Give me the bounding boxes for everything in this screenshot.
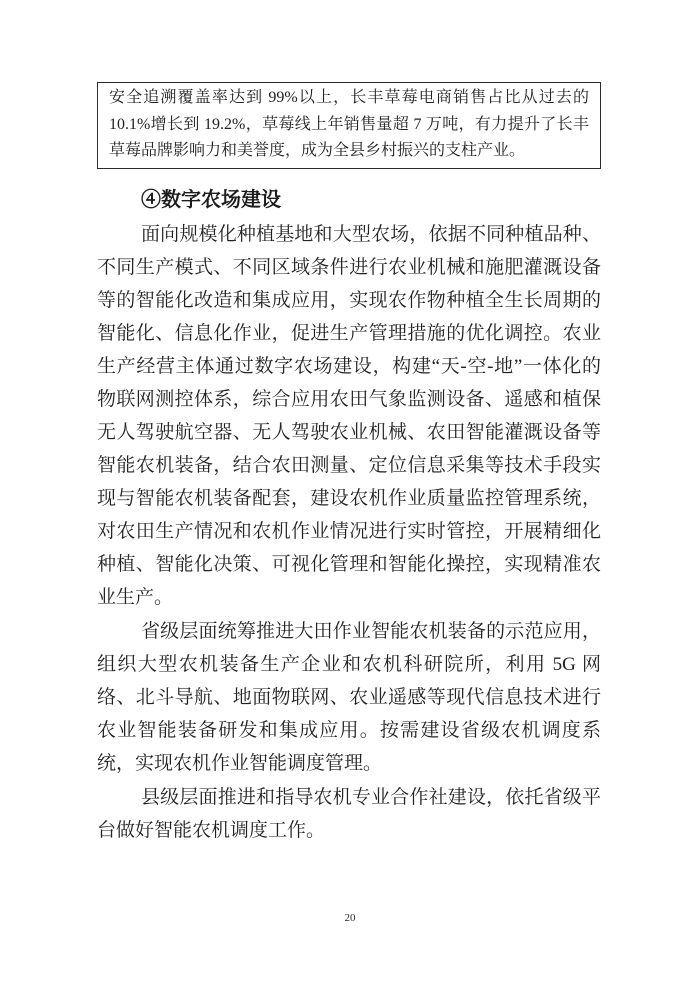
paragraph-digital-farm-overview: 面向规模化种植基地和大型农场，依据不同种植品种、不同生产模式、不同区域条件进行农业机械和施肥灌溉设备等的智能化改造和集成应用，实现农作物种植全生长周期的智能化、信息化作业，促进生产管理措施的优化调控。农业生产经营主体通过数字农场建设，构建“天-空-地”一体化的物联网测控体系，综合应用农田气象监测设备、遥感和植保无人驾驶航空器、无人驾驶农业机械、农田智能灌溉设备等智能农机装备，结合农田测量、定位信息采集等技术手段实现与智能农机装备配套，建设农机作业质量监控管理系统，对农田生产情况和农机作业情况进行实时管控，开展精细化种植、智能化决策、可视化管理和智能化操控，实现精准农业生产。	[97, 223, 601, 608]
section-heading: ④数字农场建设	[141, 188, 281, 211]
paragraph-province-level: 省级层面统筹推进大田作业智能农机装备的示范应用，组织大型农机装备生产企业和农机科研院所，利用 5G 网络、北斗导航、地面物联网、农业遥感等现代信息技术进行农业智能装备研发和集成应用。按需建设省级农机调度系统，实现农机作业智能调度管理。	[97, 620, 601, 774]
highlight-box	[97, 82, 601, 169]
page-content	[97, 82, 601, 847]
page-number: 20	[344, 912, 356, 924]
paragraph-county-level: 县级层面推进和指导农机专业合作社建设，依托省级平台做好智能农机调度工作。	[97, 786, 601, 841]
highlight-box-text: 安全追溯覆盖率达到 99%以上，长丰草莓电商销售占比从过去的 10.1%增长到 19.2%，草莓线上年销售量超 7 万吨，有力提升了长丰草莓品牌影响力和美誉度，成为全县乡村振兴的支柱产业。	[109, 89, 589, 159]
